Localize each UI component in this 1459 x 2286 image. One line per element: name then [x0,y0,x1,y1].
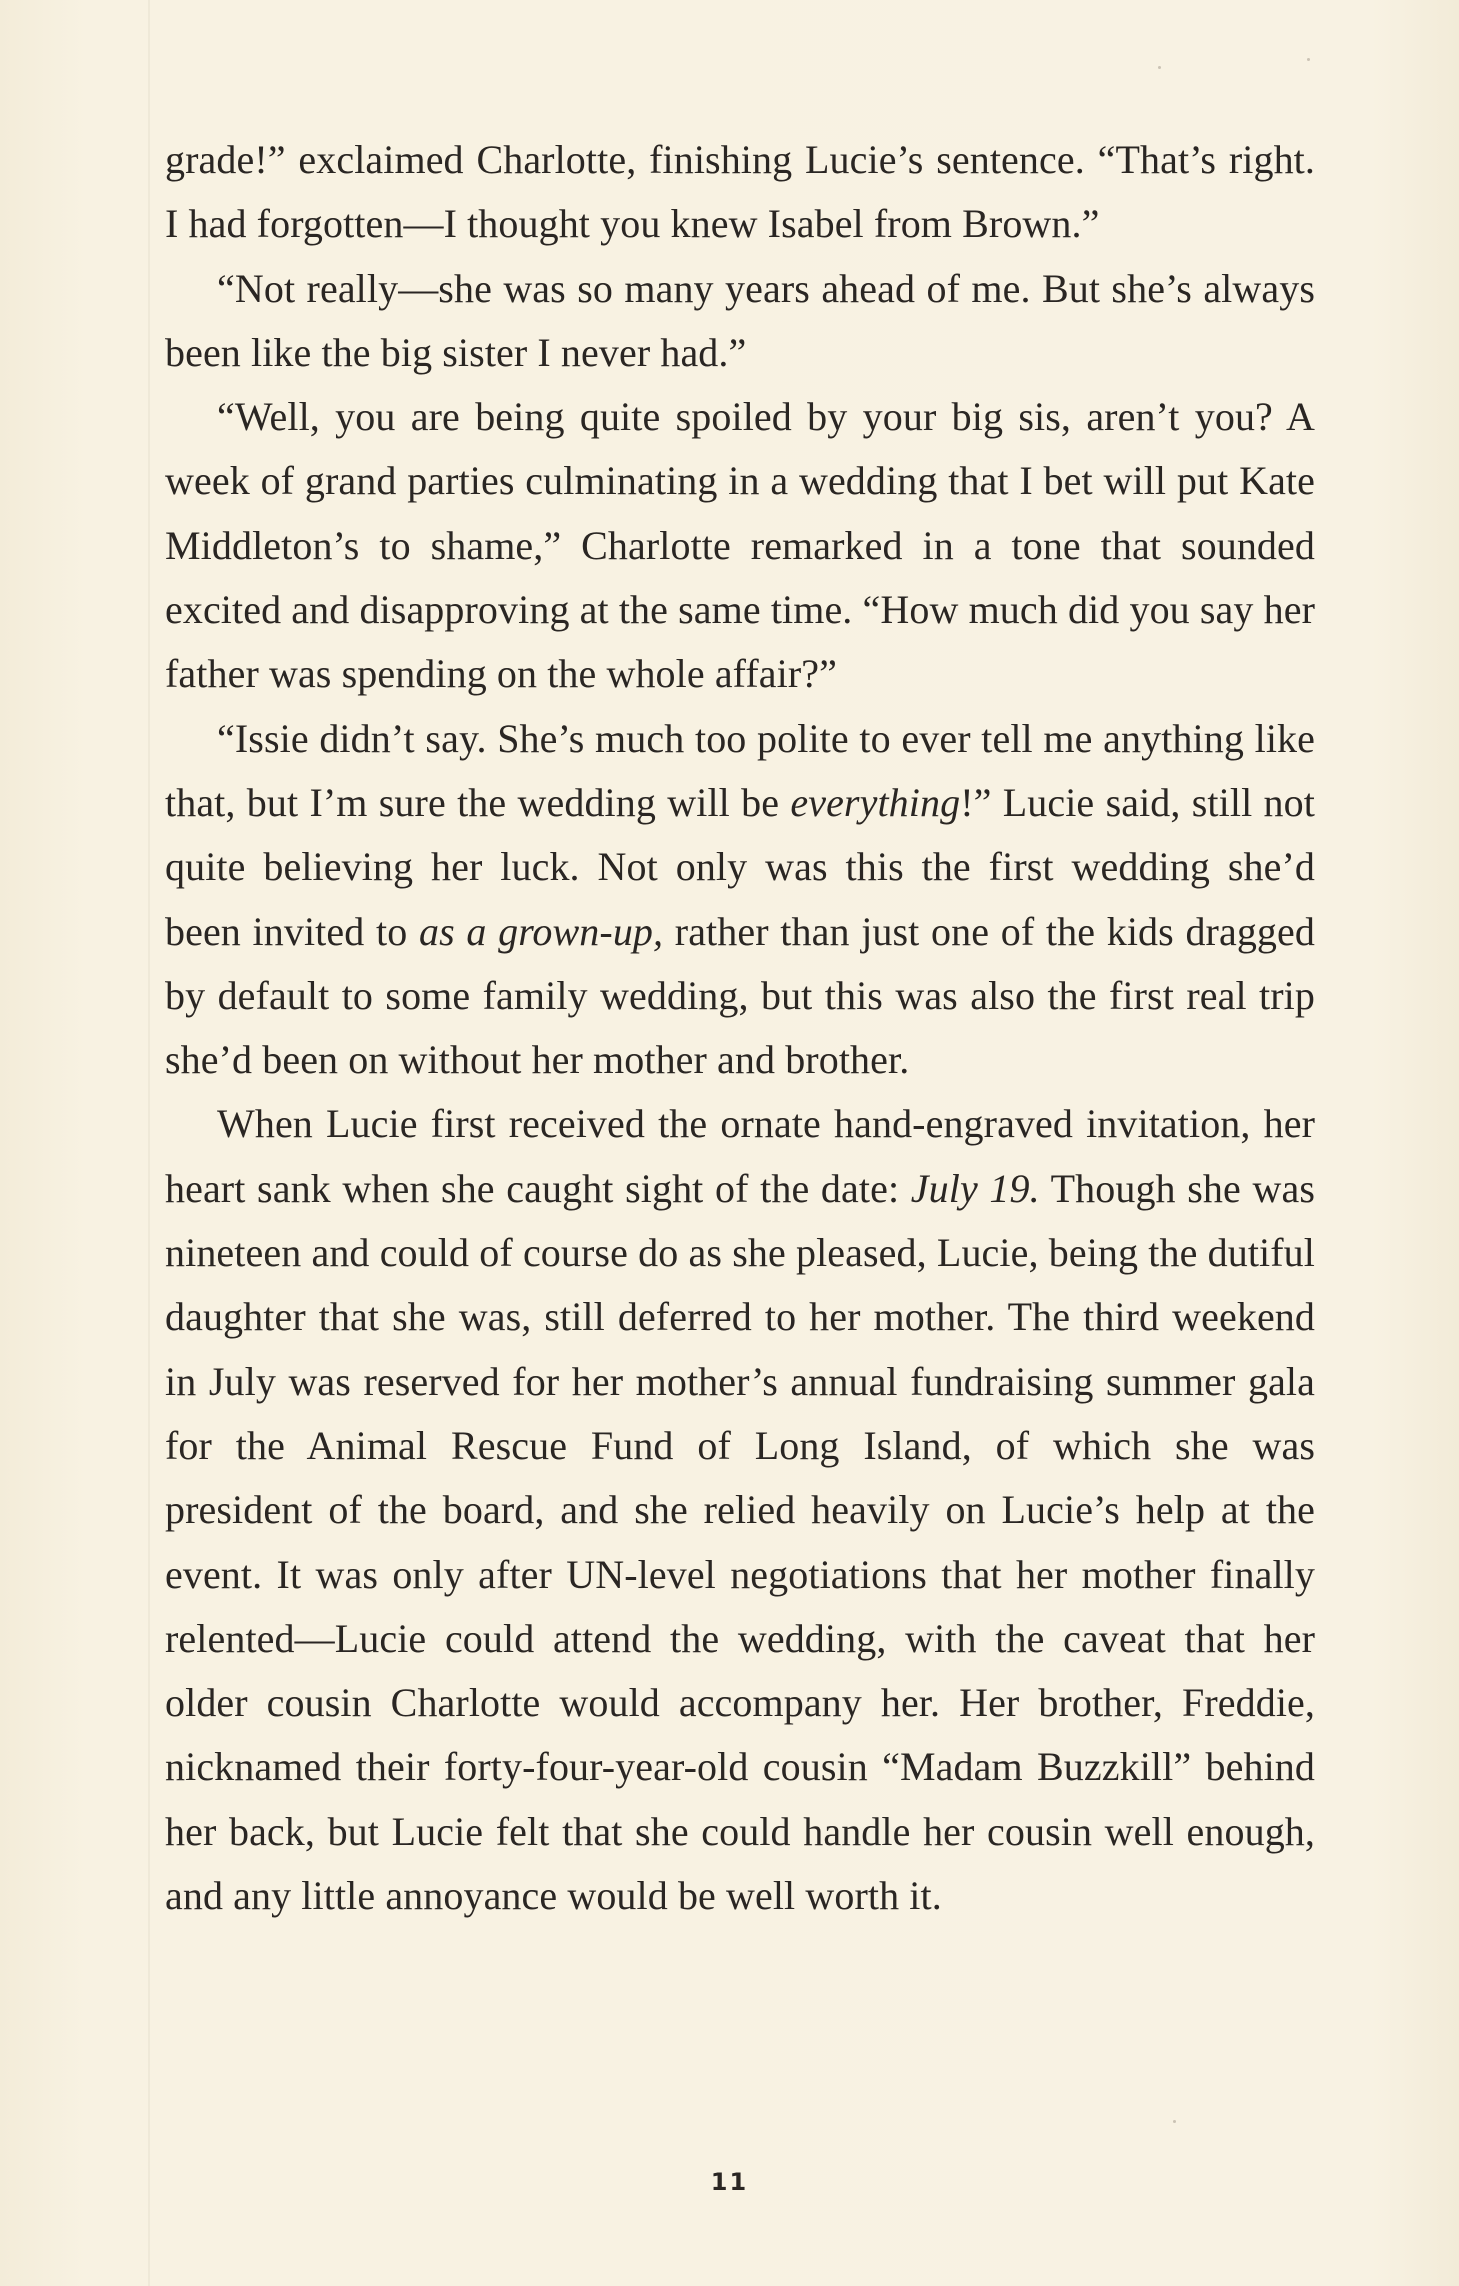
text-run: Though she was nineteen and could of course do as she pleased, Lucie, being the dutiful daughter that she was, still deferred to her mother. The third weekend in July was reserved for her mother’s annual fundraising summer gala for the Animal Rescue Fund of Long Island, of which she was president of the board, and she relied heavily on Lucie’s help at the event. It was only after UN-level negotiations that her mother finally relented—Lucie could attend the wedding, with the caveat that her older cousin Charlotte would accompany her. Her brother, Freddie, nicknamed their forty-four-year-old cousin “Madam Buzzkill” behind her back, but Lucie felt that she could handle her cousin well enough, and any little annoyance would be well worth it. [165,1165,1315,1919]
text-run: “Well, you are being quite spoiled by your big sis, aren’t you? A week of grand parties culminating in a wedding that I bet will put Kate Middleton’s to shame,” Charlotte remarked in a tone that sounded excited and disapproving at the same time. “How much did you say her father was spending on the whole affair?” [165,394,1315,697]
paragraph [165,707,1315,1093]
page-number: 11 [710,2168,749,2196]
text-run: rather than just one of the kids dragged by default to some family wedding, but this was also the first real trip she’d been on without her mother and brother. [165,908,1315,1083]
italic-text: July 19. [910,1165,1040,1211]
text-run: grade!” exclaimed Charlotte, finishing Lucie’s sentence. “That’s right. I had forgotten—I thought you knew Isabel from Brown.” [165,137,1315,247]
paper-speck [1158,66,1161,69]
page-fold-shadow [148,0,150,2286]
paragraph [165,128,1315,257]
italic-text: as a grown-up, [418,908,664,954]
body-text [165,128,1315,1928]
text-run: When Lucie first received the ornate hand-engraved invitation, her heart sank when she caught sight of the date: [165,1101,1315,1211]
text-run: “Not really—she was so many years ahead of me. But she’s always been like the big sister I never had.” [165,265,1315,375]
text-run: “Issie didn’t say. She’s much too polite to ever tell me anything like that, but I’m sure the wedding will be [165,715,1315,825]
paper-speck [1307,58,1310,61]
paragraph [165,257,1315,386]
paragraph [165,1092,1315,1928]
text-run: !” Lucie said, still not quite believing her luck. Not only was this the first wedding she’d been invited to [165,779,1315,954]
paragraph [165,385,1315,706]
paper-speck [1173,2120,1176,2123]
italic-text: everything [790,779,961,825]
